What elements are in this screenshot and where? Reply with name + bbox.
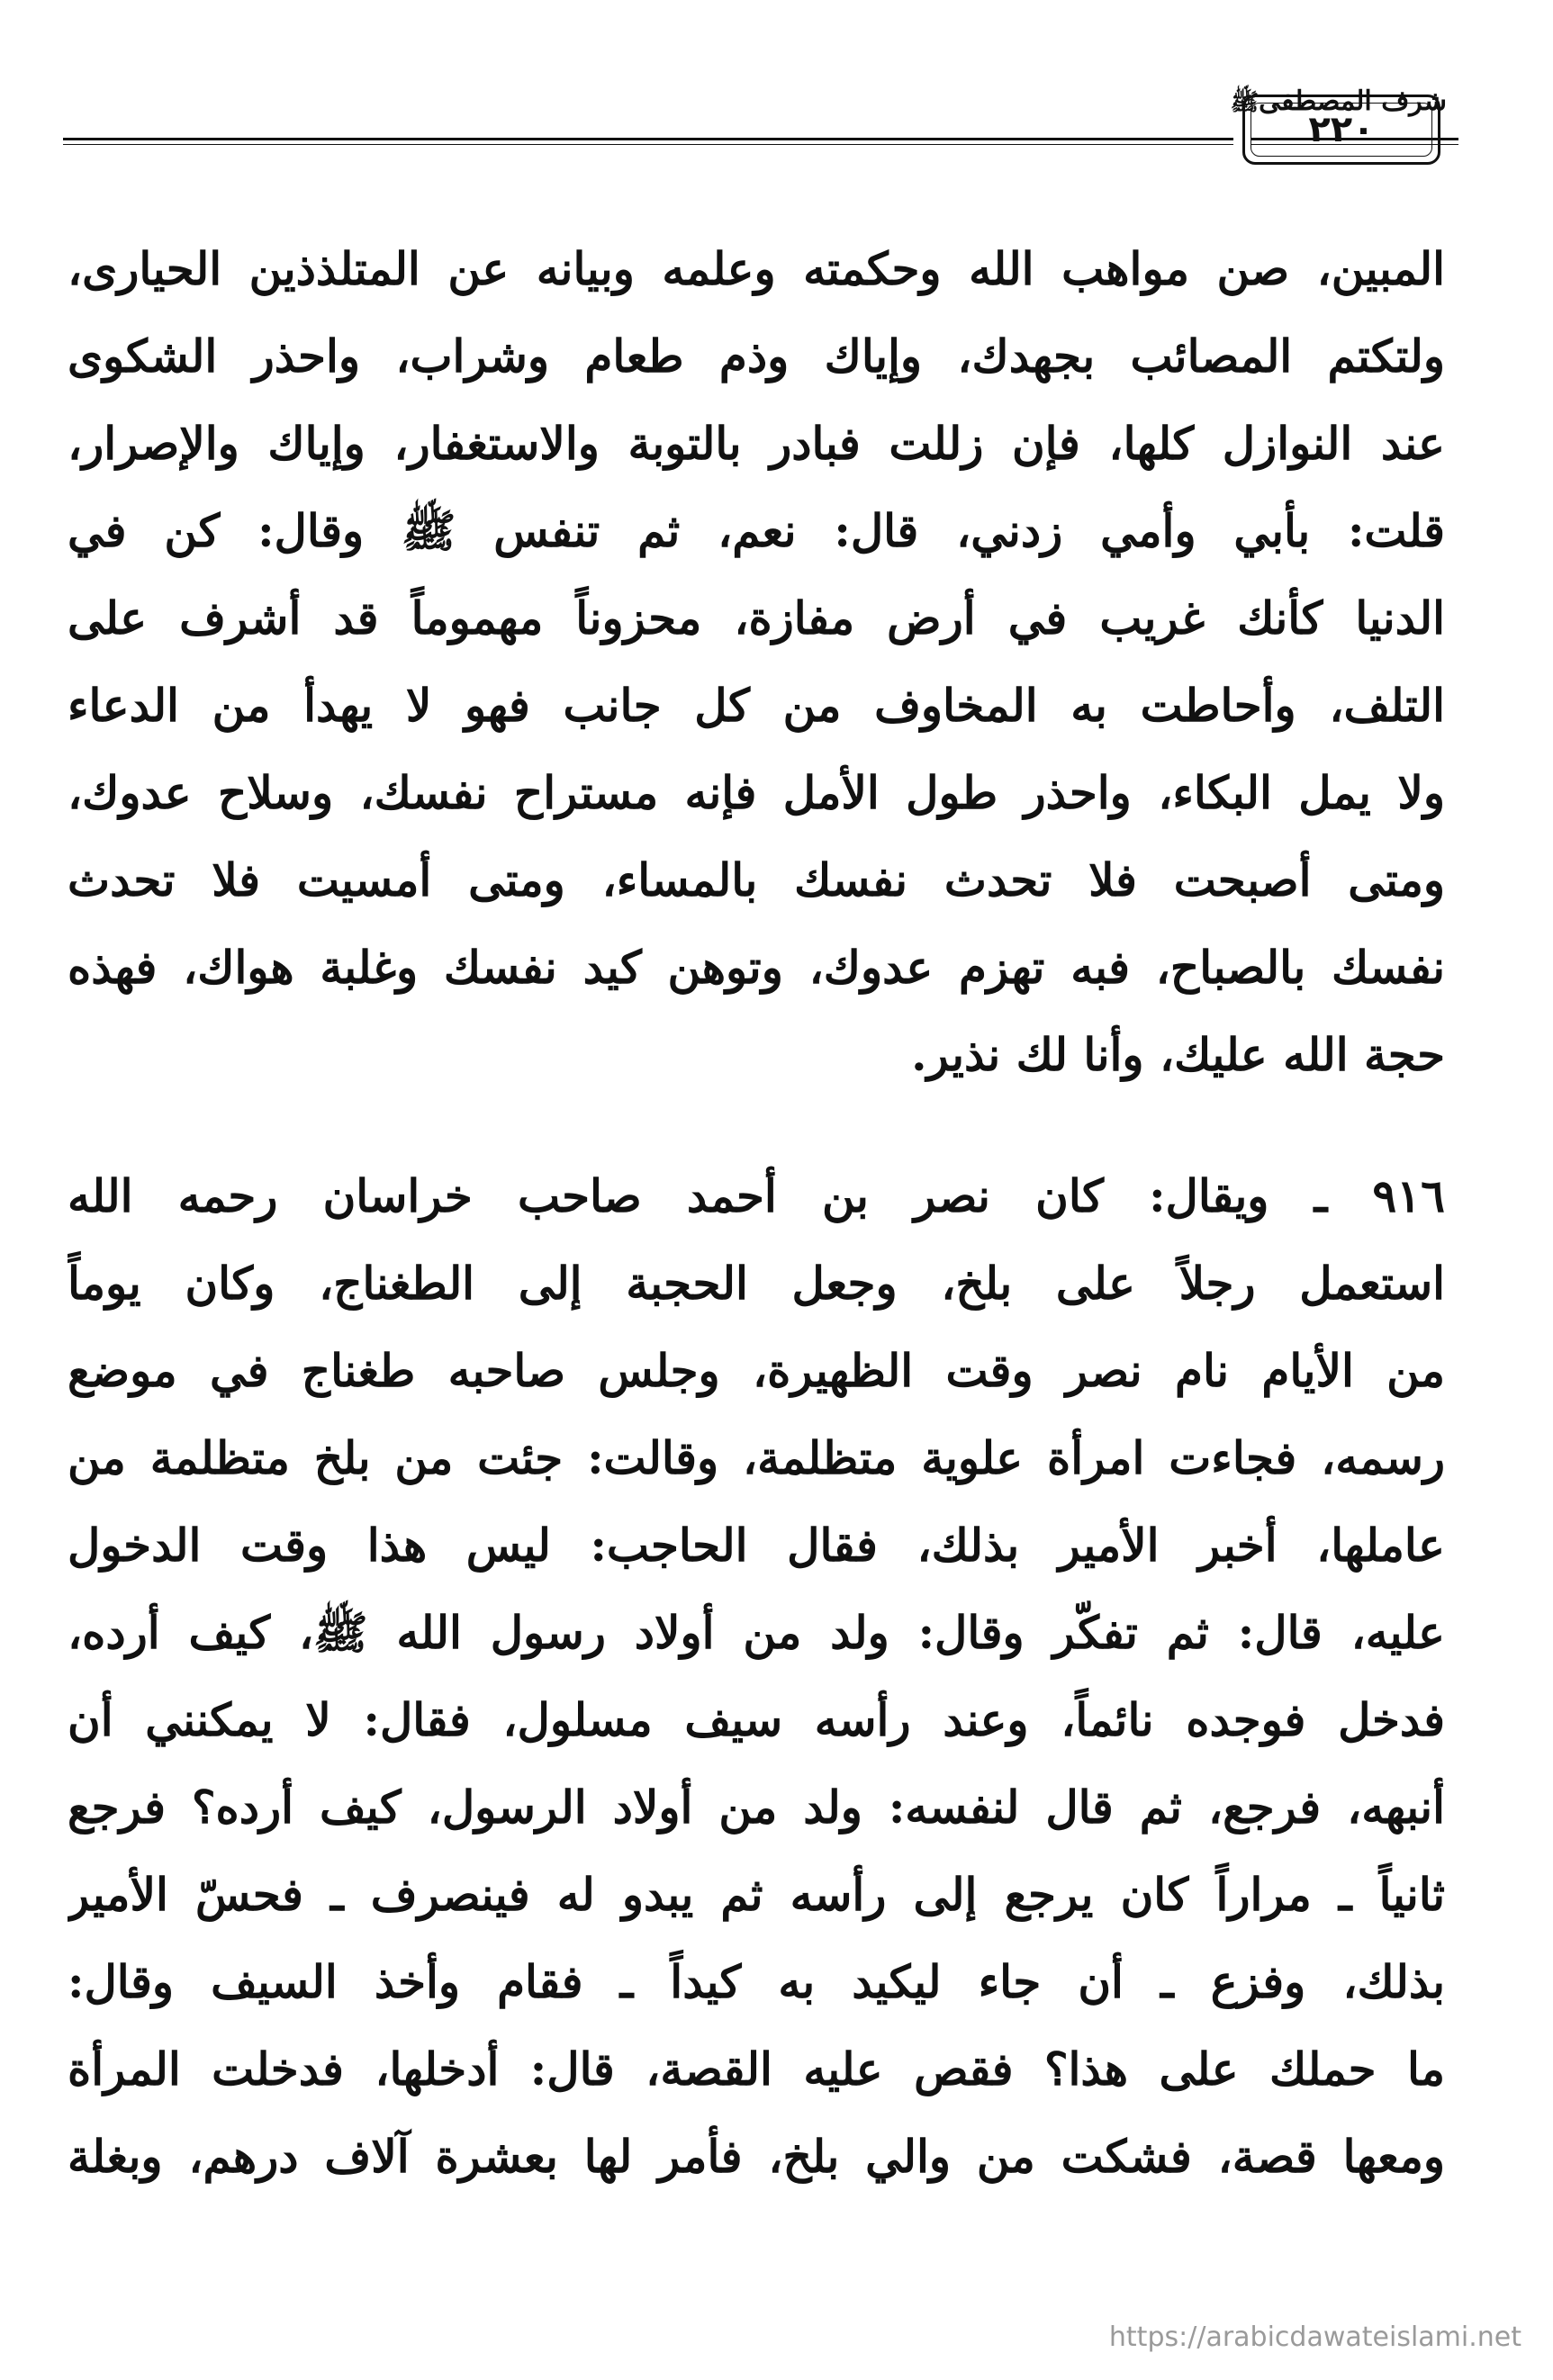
text-line: حجة الله عليك، وأنا لك نذير. — [911, 1028, 1445, 1081]
page-number: ٢٢٠ — [1308, 109, 1375, 150]
text-line: أنبهه، فرجع، ثم قال لنفسه: ولد من أولاد الرسول، كيف أرده؟ فرجع — [68, 1780, 1445, 1834]
text-line: نفسك بالصباح، فبه تهزم عدوك، وتوهن كيد نفسك وغلبة هواك، فهذه — [68, 941, 1445, 994]
text-line: ومعها قصة، فشكت من والي بلخ، فأمر لها بعشرة آلاف درهم، وبغلة — [68, 2130, 1445, 2183]
text-line: التلف، وأحاطت به المخاوف من كل جانب فهو لا يهدأ من الدعاء — [68, 679, 1445, 732]
text-line: رسمه، فجاءت امرأة علوية متظلمة، وقالت: جئت من بلخ متظلمة من — [68, 1431, 1445, 1484]
header-rule-left — [63, 138, 1233, 145]
text-line: الدنيا كأنك غريب في أرض مفازة، محزوناً مهموماً قد أشرف على — [68, 591, 1445, 645]
source-watermark: https://arabicdawateislami.net — [1108, 2321, 1521, 2353]
text-line: المبين، صن مواهب الله وحكمته وعلمه وبيانه عن المتلذذين الحيارى، — [68, 242, 1445, 295]
paragraph-2 — [68, 1152, 1445, 2200]
text-line: عاملها، أخبر الأمير بذلك، فقال الحاجب: ليس هذا وقت الدخول — [68, 1519, 1445, 1572]
text-line: ثانياً ـ مراراً كان يرجع إلى رأسه ثم يبدو له فينصرف ـ فحسّ الأمير — [68, 1868, 1445, 1921]
text-line: ٩١٦ ـ ويقال: كان نصر بن أحمد صاحب خراسان رحمه الله — [68, 1169, 1445, 1222]
text-line: ولتكتم المصائب بجهدك، وإياك وذم طعام وشراب، واحذر الشكوى — [68, 329, 1445, 383]
text-line: ما حملك على هذا؟ فقص عليه القصة، قال: أدخلها، فدخلت المرأة — [68, 2042, 1445, 2096]
text-line: استعمل رجلاً على بلخ، وجعل الحجبة إلى الطغناج، وكان يوماً — [68, 1257, 1445, 1310]
page-header — [63, 86, 1454, 158]
text-line: ولا يمل البكاء، واحذر طول الأمل فإنه مستراح نفسك، وسلاح عدوك، — [68, 766, 1445, 819]
paragraph-1 — [68, 225, 1445, 1098]
text-line: قلت: بأبي وأمي زدني، قال: نعم، ثم تنفس ﷺ وقال: كن في — [68, 504, 1445, 557]
text-line: بذلك، وفزع ـ أن جاء ليكيد به كيداً ـ فقام وأخذ السيف وقال: — [68, 1955, 1445, 2008]
text-line: من الأيام نام نصر وقت الظهيرة، وجلس صاحبه طغناج في موضع — [68, 1344, 1445, 1397]
text-line: فدخل فوجده نائماً، وعند رأسه سيف مسلول، فقال: لا يمكنني أن — [68, 1693, 1445, 1746]
text-line: عند النوازل كلها، فإن زللت فبادر بالتوبة والاستغفار، وإياك والإصرار، — [68, 417, 1445, 470]
text-line: عليه، قال: ثم تفكّر وقال: ولد من أولاد رسول الله ﷺ، كيف أرده، — [68, 1606, 1445, 1659]
running-title — [1231, 86, 1447, 122]
honorific-glyph: ﷺ — [1230, 89, 1260, 116]
text-line: ومتى أصبحت فلا تحدث نفسك بالمساء، ومتى أمسيت فلا تحدث — [68, 853, 1445, 906]
book-title: شرف المصطفى — [1259, 86, 1447, 117]
